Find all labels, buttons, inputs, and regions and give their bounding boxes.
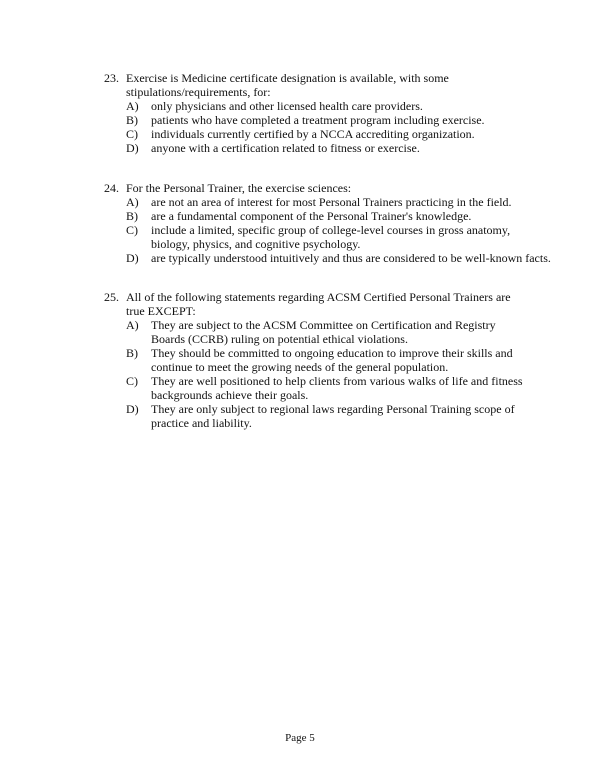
- question-number: 24.: [104, 181, 119, 195]
- option-letter: C): [126, 223, 138, 237]
- question-24: [104, 181, 554, 265]
- answer-option-c: [126, 223, 554, 251]
- option-letter: B): [126, 113, 138, 127]
- option-letter: A): [126, 99, 139, 113]
- option-text: only physicians and other licensed health care providers.: [151, 99, 423, 113]
- option-letter: C): [126, 374, 138, 388]
- answer-option-a: [126, 195, 554, 209]
- answer-options: [104, 99, 524, 155]
- option-text: individuals currently certified by a NCCA accrediting organization.: [151, 127, 475, 141]
- option-letter: C): [126, 127, 138, 141]
- answer-option-b: [126, 113, 524, 127]
- option-text: are a fundamental component of the Personal Trainer's knowledge.: [151, 209, 472, 223]
- question-text: For the Personal Trainer, the exercise sciences:: [126, 181, 352, 195]
- option-text: They are only subject to regional laws regarding Personal Training scope of practice and liability.: [151, 402, 515, 430]
- answer-option-b: [126, 209, 554, 223]
- answer-option-d: [126, 251, 554, 265]
- question-25: [104, 290, 524, 430]
- answer-option-a: [126, 99, 524, 113]
- question-stem: [104, 181, 554, 195]
- option-letter: B): [126, 346, 138, 360]
- question-number: 23.: [104, 71, 119, 85]
- option-text: include a limited, specific group of college-level courses in gross anatomy, biology, physics, and cognitive psychology.: [151, 223, 511, 251]
- option-letter: B): [126, 209, 138, 223]
- question-number: 25.: [104, 290, 119, 304]
- answer-options: [104, 195, 554, 265]
- answer-option-c: [126, 127, 524, 141]
- question-stem: [104, 290, 524, 318]
- option-text: They should be committed to ongoing education to improve their skills and continue to meet the growing needs of the general population.: [151, 346, 513, 374]
- option-letter: D): [126, 402, 139, 416]
- option-letter: A): [126, 318, 139, 332]
- answer-option-b: [126, 346, 524, 374]
- option-letter: A): [126, 195, 139, 209]
- question-23: [104, 71, 524, 155]
- page-number: Page 5: [285, 732, 315, 744]
- option-text: are typically understood intuitively and thus are considered to be well-known facts.: [151, 251, 551, 265]
- answer-option-a: [126, 318, 524, 346]
- answer-options: [104, 318, 524, 430]
- option-text: are not an area of interest for most Personal Trainers practicing in the field.: [151, 195, 512, 209]
- question-stem: [104, 71, 524, 99]
- question-text: Exercise is Medicine certificate designation is available, with some stipulations/requirements, for:: [126, 71, 449, 99]
- answer-option-c: [126, 374, 524, 402]
- option-text: anyone with a certification related to fitness or exercise.: [151, 141, 420, 155]
- question-text: All of the following statements regarding ACSM Certified Personal Trainers are true EXCEPT:: [126, 290, 511, 318]
- answer-option-d: [126, 141, 524, 155]
- option-text: They are well positioned to help clients from various walks of life and fitness backgrounds achieve their goals.: [151, 374, 523, 402]
- option-letter: D): [126, 141, 139, 155]
- option-text: patients who have completed a treatment program including exercise.: [151, 113, 485, 127]
- option-letter: D): [126, 251, 139, 265]
- answer-option-d: [126, 402, 524, 430]
- option-text: They are subject to the ACSM Committee on Certification and Registry Boards (CCRB) ruling on potential ethical violations.: [151, 318, 496, 346]
